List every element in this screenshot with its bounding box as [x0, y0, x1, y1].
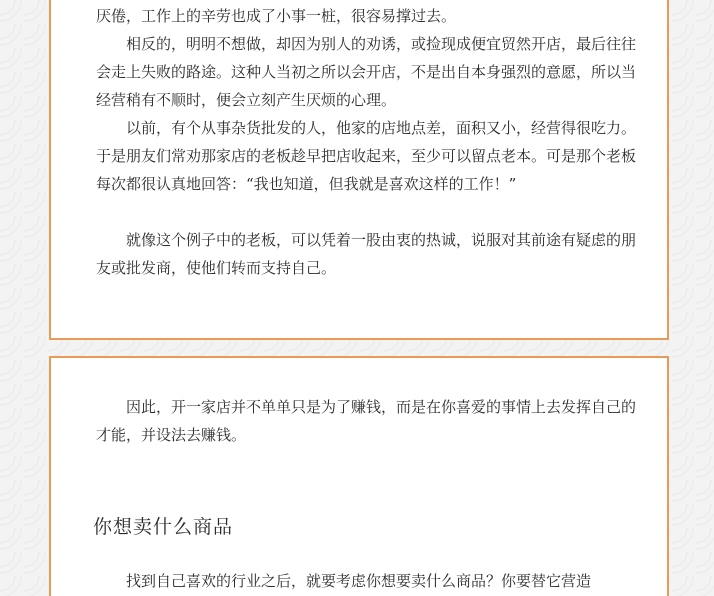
- paragraph-4: 就像这个例子中的老板，可以凭着一股由衷的热诚，说服对其前途有疑虑的朋友或批发商，使他们转而支持自己。: [96, 231, 637, 277]
- paragraph-3: 以前，有个从事杂货批发的人，他家的店地点差，面积又小，经营得很吃力。于是朋友们常劝那家店的老板趁早把店收起来，至少可以留点老本。可是那个老板每次都很认真地回答：“我也知道，但我就是喜欢这样的工作！”: [96, 119, 637, 193]
- section-heading: 你想卖什么商品: [93, 516, 234, 538]
- paragraph-2: 相反的，明明不想做，却因为别人的劝诱，或捡现成便宜贸然开店，最后往往会走上失败的路途。这种人当初之所以会开店，不是出自本身强烈的意愿，所以当经营稍有不顺时，便会立刻产生厌烦的心理。: [96, 35, 637, 109]
- paragraph-1: 厌倦，工作上的辛劳也成了小事一桩，很容易撑过去。: [96, 7, 457, 25]
- paragraph-6: 找到自己喜欢的行业之后，就要考虑你想要卖什么商品？你要替它营造: [126, 572, 592, 590]
- page-card-top: [49, 0, 669, 340]
- paragraph-5: 因此，开一家店并不单单只是为了赚钱，而是在你喜爱的事情上去发挥自己的才能，并设法去赚钱。: [96, 398, 637, 444]
- page-card-bottom: [49, 356, 669, 596]
